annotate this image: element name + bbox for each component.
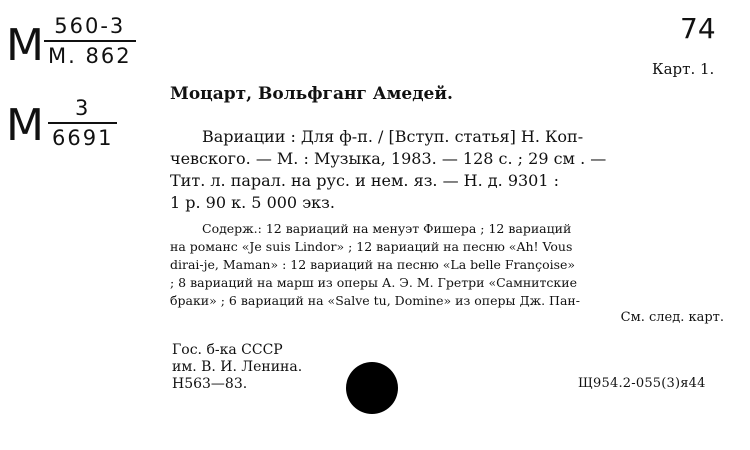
shelfmark-letter-1: М (6, 20, 44, 71)
contents-line: dirai-je, Maman» : 12 вариаций на песню «La belle Françoise» (170, 257, 576, 272)
description-line: 1 р. 90 к. 5 000 экз. (170, 193, 335, 212)
punch-hole (346, 362, 398, 414)
contents-line: ; 8 вариаций на марш из оперы А. Э. М. Гретри «Самнитские (170, 275, 577, 290)
shelfmark-1-top: 560-3 (44, 14, 136, 42)
contents-line: на романс «Je suis Lindor» ; 12 вариаций на песню «Ah! Vous (170, 239, 573, 254)
shelfmark-2-bottom: 6691 (52, 126, 114, 150)
shelfmark-2-top: 3 (48, 96, 117, 124)
shelfmark-1 (44, 14, 136, 68)
library-line: Гос. б-ка СССР (172, 342, 283, 358)
bibliographic-description (170, 126, 725, 214)
description-line: чевского. — М. : Музыка, 1983. — 128 с. ; 29 см . — (170, 149, 607, 168)
description-line: Тит. л. парал. на рус. и нем. яз. — Н. д. 9301 : (170, 171, 560, 190)
shelfmark-letter-2: М (6, 100, 44, 151)
see-next-card: См. след. карт. (620, 310, 724, 325)
contents-line: браки» ; 6 вариаций на «Salve tu, Domine» из оперы Дж. Пан- (170, 293, 580, 308)
shelfmark-1-bottom: М. 862 (48, 44, 132, 68)
handwritten-card-number: 74 (680, 12, 716, 45)
author-heading: Моцарт, Вольфганг Амедей. (170, 84, 453, 104)
library-line: им. В. И. Ленина. (172, 359, 303, 375)
contents-line: Содерж.: 12 вариаций на менуэт Фишера ; 12 вариаций (202, 221, 572, 236)
contents-note (170, 220, 725, 310)
library-imprint (172, 342, 302, 393)
description-line: Вариации : Для ф-п. / [Вступ. статья] Н. Коп- (202, 127, 584, 146)
classification-code: Щ954.2-055(3)я44 (578, 376, 706, 391)
library-line: Н563—83. (172, 376, 248, 392)
shelfmark-2 (48, 96, 117, 150)
card-label: Карт. 1. (652, 60, 715, 78)
